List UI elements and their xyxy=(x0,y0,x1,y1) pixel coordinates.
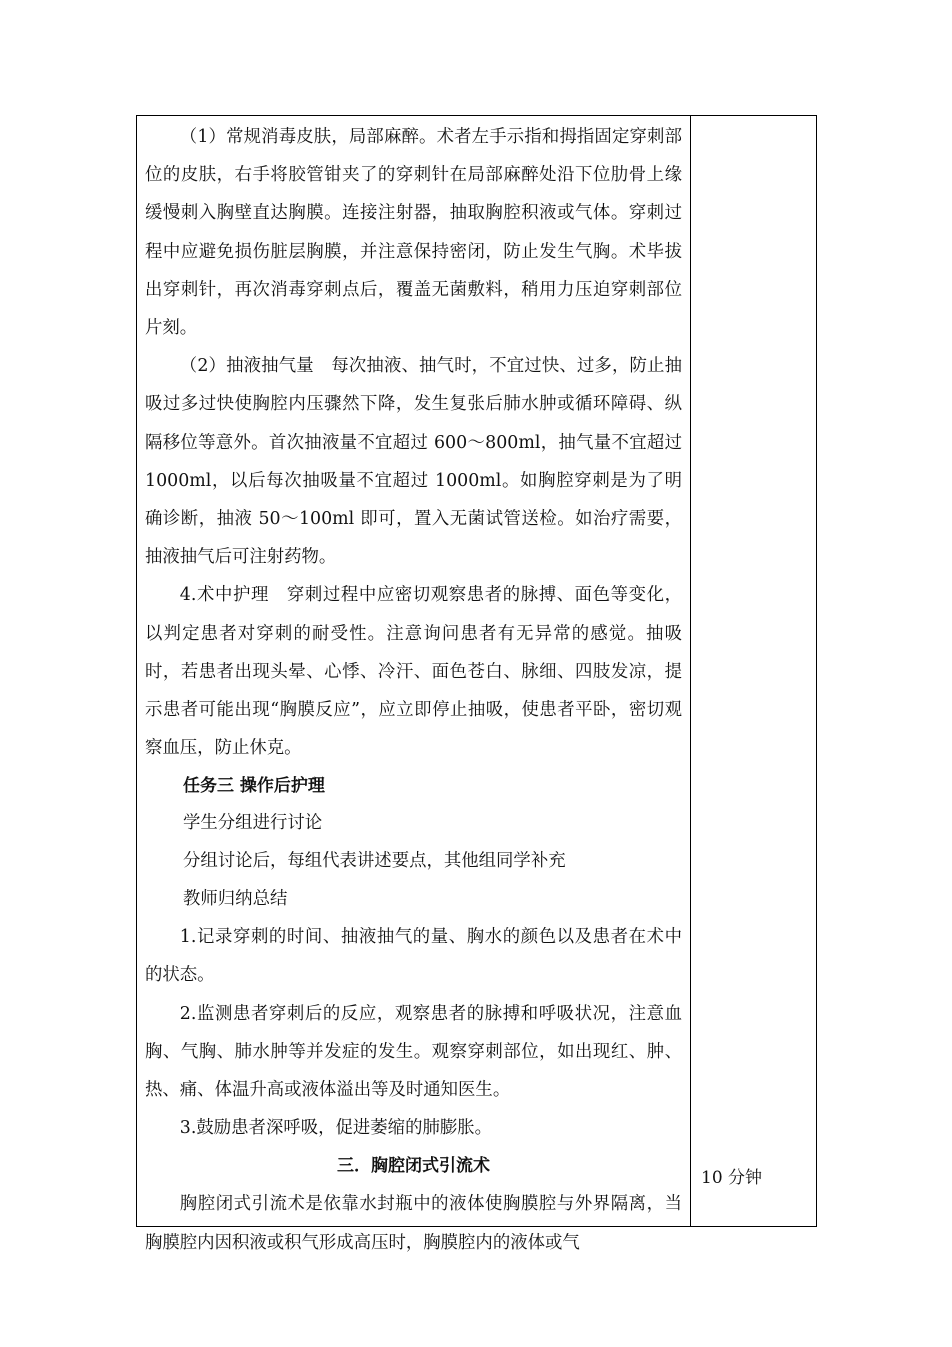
paragraph-breathing: 3.鼓励患者深呼吸，促进萎缩的肺膨胀。 xyxy=(179,1118,493,1139)
paragraph-monitor: 2.监测患者穿刺后的反应，观察患者的脉搏和呼吸状况，注意血胸、气胸、肺水肿等并发症的发生。观察穿刺部位，如出现红、肿、热、痛、体温升高或液体溢出等及时通知医生。 xyxy=(145,1003,682,1101)
time-allocation: 10 分钟 xyxy=(701,1168,763,1188)
paragraph-puncture-procedure: （1）常规消毒皮肤，局部麻醉。术者左手示指和拇指固定穿刺部位的皮肤，右手将胶管钳夹了的穿刺针在局部麻醉处沿下位肋骨上缘缓慢刺入胸壁直达胸膜。连接注射器，抽取胸腔积液或气体。穿刺过程中应避免损伤脏层胸膜，并注意保持密闭，防止发生气胸。术毕拔出穿刺针，再次消毒穿刺点后，覆盖无菌敷料，稍用力压迫穿刺部位片刻。 xyxy=(145,127,682,339)
lesson-table xyxy=(136,115,817,1253)
line-group-report: 分组讨论后，每组代表讲述要点，其他组同学补充 xyxy=(183,851,566,872)
time-cell xyxy=(691,116,816,1226)
task3-heading: 任务三 操作后护理 xyxy=(183,776,325,797)
line-group-discussion: 学生分组进行讨论 xyxy=(183,813,323,834)
line-teacher-summary: 教师归纳总结 xyxy=(183,888,288,909)
content-cell xyxy=(137,116,691,1253)
paragraph-aspiration-volume: （2）抽液抽气量 每次抽液、抽气时，不宜过快、过多，防止抽吸过多过快使胸腔内压骤然下降，发生复张后肺水肿或循环障碍、纵隔移位等意外。首次抽液量不宜超过 600～800ml，抽气量不宜超过 1000ml，以后每次抽吸量不宜超过 1000ml。如胸腔穿刺是为了明确诊断，抽液 50～100ml 即可，置入无菌试管送检。如治疗需要，抽液抽气后可注射药物。 xyxy=(145,356,682,568)
paragraph-closed-drainage: 胸腔闭式引流术是依靠水封瓶中的液体使胸膜腔与外界隔离，当胸膜腔内因积液或积气形成高压时，胸膜腔内的液体或气 xyxy=(145,1194,682,1253)
paragraph-record: 1.记录穿刺的时间、抽液抽气的量、胸水的颜色以及患者在术中的状态。 xyxy=(145,927,682,986)
section3-heading: 三．胸腔闭式引流术 xyxy=(337,1156,490,1177)
paragraph-intraoperative-care: 4.术中护理 穿刺过程中应密切观察患者的脉搏、面色等变化，以判定患者对穿刺的耐受性。注意询问患者有无异常的感觉。抽吸时，若患者出现头晕、心悸、冷汗、面色苍白、脉细、四肢发凉，提示患者可能出现“胸膜反应”，应立即停止抽吸，使患者平卧，密切观察血压，防止休克。 xyxy=(145,585,682,759)
